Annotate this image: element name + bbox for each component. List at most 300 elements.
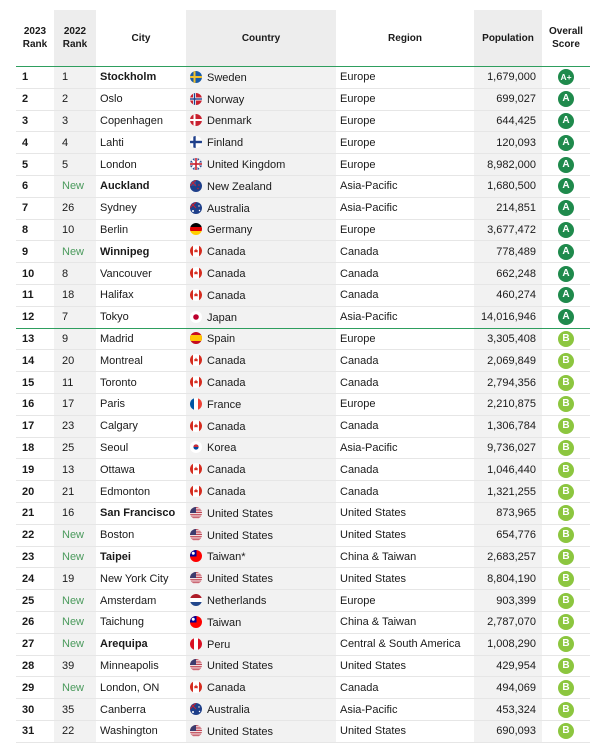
score-cell <box>542 437 590 459</box>
country-label: Taiwan* <box>207 551 246 564</box>
city-cell: Tokyo <box>96 306 186 328</box>
region-cell: Canada <box>336 415 474 437</box>
de-flag-icon <box>190 223 202 235</box>
rank-2022-cell: 39 <box>54 655 96 677</box>
country-label: United States <box>207 507 274 520</box>
score-cell <box>542 350 590 372</box>
country-cell <box>186 568 336 590</box>
rank-2022-cell: 13 <box>54 459 96 481</box>
population-cell: 3,305,408 <box>474 328 542 350</box>
score-badge: B <box>558 462 574 478</box>
header-rank-2022: 2022 Rank <box>54 10 96 67</box>
region-cell: China & Taiwan <box>336 611 474 633</box>
rank-2022-cell: 5 <box>54 154 96 176</box>
nl-flag-icon <box>190 594 202 606</box>
country-label: France <box>207 398 242 411</box>
score-cell <box>542 611 590 633</box>
country-label: Netherlands <box>207 595 267 608</box>
rank-2022-cell: 22 <box>54 720 96 742</box>
country-label: Spain <box>207 333 236 346</box>
country-label: Sweden <box>207 71 247 84</box>
rank-2023-cell: 7 <box>16 197 54 219</box>
score-cell <box>542 328 590 350</box>
region-cell: Asia-Pacific <box>336 306 474 328</box>
se-flag-icon <box>190 71 202 83</box>
country-cell <box>186 154 336 176</box>
city-cell: New York City <box>96 568 186 590</box>
score-badge: B <box>558 658 574 674</box>
population-cell: 1,679,000 <box>474 67 542 89</box>
rank-2023-cell: 4 <box>16 132 54 154</box>
city-cell: London, ON <box>96 677 186 699</box>
us-flag-icon <box>190 529 202 541</box>
population-cell: 2,683,257 <box>474 546 542 568</box>
population-cell: 873,965 <box>474 502 542 524</box>
population-cell: 460,274 <box>474 284 542 306</box>
city-cell: Amsterdam <box>96 590 186 612</box>
country-cell <box>186 502 336 524</box>
score-cell <box>542 132 590 154</box>
score-badge: B <box>558 527 574 543</box>
country-label: Germany <box>207 224 253 237</box>
population-cell: 2,794,356 <box>474 372 542 394</box>
score-cell <box>542 415 590 437</box>
city-cell: Canberra <box>96 699 186 721</box>
country-cell <box>186 284 336 306</box>
ca-flag-icon <box>190 245 202 257</box>
score-badge: B <box>558 549 574 565</box>
rank-2022-cell: 17 <box>54 393 96 415</box>
city-cell: Taipei <box>96 546 186 568</box>
population-cell: 778,489 <box>474 241 542 263</box>
score-cell <box>542 677 590 699</box>
table-row <box>16 67 590 89</box>
country-label: New Zealand <box>207 180 272 193</box>
city-cell: Halifax <box>96 284 186 306</box>
rank-2023-cell: 1 <box>16 67 54 89</box>
score-cell <box>542 502 590 524</box>
rank-2022-cell: 20 <box>54 350 96 372</box>
rank-2022-cell: 18 <box>54 284 96 306</box>
population-cell: 903,399 <box>474 590 542 612</box>
rank-2022-cell: New <box>54 524 96 546</box>
city-cell: Boston <box>96 524 186 546</box>
region-cell: Asia-Pacific <box>336 175 474 197</box>
city-cell: Seoul <box>96 437 186 459</box>
score-cell <box>542 284 590 306</box>
score-cell <box>542 590 590 612</box>
rank-2023-cell: 3 <box>16 110 54 132</box>
score-cell <box>542 88 590 110</box>
header-overall-score: Overall Score <box>549 26 583 50</box>
rank-2023-cell: 11 <box>16 284 54 306</box>
score-cell <box>542 372 590 394</box>
score-badge: B <box>558 418 574 434</box>
table-row <box>16 88 590 110</box>
rank-2023-cell: 15 <box>16 372 54 394</box>
region-cell: Canada <box>336 459 474 481</box>
city-cell: Sydney <box>96 197 186 219</box>
rank-2023-cell: 5 <box>16 154 54 176</box>
city-cell: Washington <box>96 720 186 742</box>
rank-2022-cell: 23 <box>54 415 96 437</box>
region-cell: Canada <box>336 284 474 306</box>
score-cell <box>542 699 590 721</box>
score-cell <box>542 67 590 89</box>
country-label: Canada <box>207 355 246 368</box>
score-badge: A <box>558 135 574 151</box>
score-badge: B <box>558 702 574 718</box>
country-cell <box>186 372 336 394</box>
rank-2022-cell: New <box>54 241 96 263</box>
region-cell: Europe <box>336 393 474 415</box>
score-cell <box>542 263 590 285</box>
rank-2023-cell: 16 <box>16 393 54 415</box>
country-cell <box>186 350 336 372</box>
rank-2023-cell: 22 <box>16 524 54 546</box>
population-cell: 1,321,255 <box>474 481 542 503</box>
city-cell: Calgary <box>96 415 186 437</box>
region-cell: Asia-Pacific <box>336 699 474 721</box>
header-rank-2023: 2023 Rank <box>22 26 48 50</box>
country-cell <box>186 110 336 132</box>
score-badge: B <box>558 440 574 456</box>
country-cell <box>186 611 336 633</box>
population-cell: 654,776 <box>474 524 542 546</box>
region-cell: Canada <box>336 241 474 263</box>
rank-2023-cell: 6 <box>16 175 54 197</box>
ca-flag-icon <box>190 376 202 388</box>
country-label: Peru <box>207 638 231 651</box>
rank-2022-cell: 10 <box>54 219 96 241</box>
population-cell: 214,851 <box>474 197 542 219</box>
score-badge: A <box>558 91 574 107</box>
rank-2022-cell: 26 <box>54 197 96 219</box>
rank-2023-cell: 17 <box>16 415 54 437</box>
table-row <box>16 524 590 546</box>
score-badge: A <box>558 157 574 173</box>
table-row <box>16 633 590 655</box>
score-cell <box>542 110 590 132</box>
population-cell: 494,069 <box>474 677 542 699</box>
table-row <box>16 437 590 459</box>
rank-2022-cell: New <box>54 633 96 655</box>
score-badge: B <box>558 505 574 521</box>
table-row <box>16 219 590 241</box>
ca-flag-icon <box>190 485 202 497</box>
country-cell <box>186 197 336 219</box>
table-row <box>16 263 590 285</box>
city-cell: Taichung <box>96 611 186 633</box>
country-cell <box>186 219 336 241</box>
rank-2023-cell: 21 <box>16 502 54 524</box>
country-cell <box>186 241 336 263</box>
table-row <box>16 350 590 372</box>
score-badge: A <box>558 200 574 216</box>
score-badge: A <box>558 178 574 194</box>
rank-2023-cell: 23 <box>16 546 54 568</box>
score-badge: B <box>558 331 574 347</box>
region-cell: Asia-Pacific <box>336 437 474 459</box>
population-cell: 699,027 <box>474 88 542 110</box>
country-label: Canada <box>207 289 246 302</box>
score-cell <box>542 633 590 655</box>
header-city: City <box>131 32 151 44</box>
score-badge: A <box>558 113 574 129</box>
score-badge: B <box>558 571 574 587</box>
region-cell: United States <box>336 568 474 590</box>
score-badge: B <box>558 680 574 696</box>
city-cell: Montreal <box>96 350 186 372</box>
au-flag-icon <box>190 703 202 715</box>
score-cell <box>542 219 590 241</box>
us-flag-icon <box>190 507 202 519</box>
country-label: Canada <box>207 246 246 259</box>
country-cell <box>186 67 336 89</box>
population-cell: 429,954 <box>474 655 542 677</box>
country-cell <box>186 263 336 285</box>
country-label: Taiwan <box>207 616 242 629</box>
city-cell: Ottawa <box>96 459 186 481</box>
population-cell: 120,093 <box>474 132 542 154</box>
population-cell: 8,982,000 <box>474 154 542 176</box>
country-label: Australia <box>207 704 250 716</box>
rank-2023-cell: 19 <box>16 459 54 481</box>
score-badge: B <box>558 593 574 609</box>
score-badge: B <box>558 636 574 652</box>
city-cell: Toronto <box>96 372 186 394</box>
country-cell <box>186 677 336 699</box>
table-row <box>16 459 590 481</box>
rank-2022-cell: New <box>54 590 96 612</box>
country-label: United States <box>207 725 274 738</box>
city-cell: Copenhagen <box>96 110 186 132</box>
table-row <box>16 110 590 132</box>
table-row <box>16 154 590 176</box>
population-cell: 690,093 <box>474 720 542 742</box>
score-cell <box>542 655 590 677</box>
ca-flag-icon <box>190 289 202 301</box>
table-row <box>16 590 590 612</box>
score-badge: A <box>558 222 574 238</box>
score-badge: B <box>558 614 574 630</box>
region-cell: Canada <box>336 481 474 503</box>
country-label: United States <box>207 573 274 586</box>
country-label: Norway <box>207 93 245 106</box>
rank-2022-cell: 16 <box>54 502 96 524</box>
country-cell <box>186 720 336 742</box>
region-cell: Europe <box>336 88 474 110</box>
country-cell <box>186 415 336 437</box>
ca-flag-icon <box>190 681 202 693</box>
country-cell <box>186 633 336 655</box>
header-population: Population <box>474 10 542 67</box>
country-label: Canada <box>207 268 246 281</box>
city-cell: San Francisco <box>96 502 186 524</box>
rank-2022-cell: 7 <box>54 306 96 328</box>
region-cell: Europe <box>336 110 474 132</box>
table-row <box>16 677 590 699</box>
population-cell: 14,016,946 <box>474 306 542 328</box>
city-cell: London <box>96 154 186 176</box>
country-label: United States <box>207 529 274 542</box>
jp-flag-icon <box>190 311 202 323</box>
country-cell <box>186 328 336 350</box>
country-label: United States <box>207 660 274 673</box>
ca-flag-icon <box>190 354 202 366</box>
us-flag-icon <box>190 725 202 737</box>
city-ranking-table <box>16 10 590 743</box>
table-row <box>16 197 590 219</box>
region-cell: Europe <box>336 67 474 89</box>
country-label: Finland <box>207 137 244 150</box>
rank-2022-cell: New <box>54 677 96 699</box>
score-badge: A <box>558 266 574 282</box>
rank-2023-cell: 8 <box>16 219 54 241</box>
rank-2023-cell: 25 <box>16 590 54 612</box>
table-row <box>16 699 590 721</box>
table-row <box>16 655 590 677</box>
country-cell <box>186 88 336 110</box>
region-cell: Europe <box>336 219 474 241</box>
ca-flag-icon <box>190 420 202 432</box>
score-cell <box>542 459 590 481</box>
rank-2022-cell: 11 <box>54 372 96 394</box>
country-cell <box>186 590 336 612</box>
region-cell: Canada <box>336 350 474 372</box>
country-cell <box>186 481 336 503</box>
score-cell <box>542 241 590 263</box>
table-row <box>16 372 590 394</box>
region-cell: Europe <box>336 154 474 176</box>
region-cell: Europe <box>336 590 474 612</box>
score-cell <box>542 306 590 328</box>
table-row <box>16 393 590 415</box>
rank-2023-cell: 12 <box>16 306 54 328</box>
city-cell: Arequipa <box>96 633 186 655</box>
country-cell <box>186 459 336 481</box>
population-cell: 2,210,875 <box>474 393 542 415</box>
score-cell <box>542 393 590 415</box>
rank-2023-cell: 24 <box>16 568 54 590</box>
header-country: Country <box>186 10 336 67</box>
table-row <box>16 175 590 197</box>
region-cell: Europe <box>336 132 474 154</box>
gb-flag-icon <box>190 158 202 170</box>
city-cell: Auckland <box>96 175 186 197</box>
population-cell: 8,804,190 <box>474 568 542 590</box>
city-cell: Minneapolis <box>96 655 186 677</box>
au-flag-icon <box>190 202 202 214</box>
rank-2022-cell: 25 <box>54 437 96 459</box>
city-cell: Madrid <box>96 328 186 350</box>
score-cell <box>542 481 590 503</box>
no-flag-icon <box>190 93 202 105</box>
score-cell <box>542 197 590 219</box>
table-row <box>16 481 590 503</box>
rank-2022-cell: 21 <box>54 481 96 503</box>
population-cell: 453,324 <box>474 699 542 721</box>
population-cell: 9,736,027 <box>474 437 542 459</box>
dk-flag-icon <box>190 114 202 126</box>
score-cell <box>542 546 590 568</box>
city-cell: Lahti <box>96 132 186 154</box>
score-badge: B <box>558 353 574 369</box>
score-badge: A <box>558 309 574 325</box>
country-cell <box>186 132 336 154</box>
table-row <box>16 241 590 263</box>
country-cell <box>186 655 336 677</box>
us-flag-icon <box>190 572 202 584</box>
header-row <box>16 10 590 67</box>
rank-2022-cell: 19 <box>54 568 96 590</box>
rank-2022-cell: 3 <box>54 110 96 132</box>
region-cell: China & Taiwan <box>336 546 474 568</box>
population-cell: 1,306,784 <box>474 415 542 437</box>
country-label: Canada <box>207 486 246 499</box>
country-label: Australia <box>207 202 250 215</box>
score-badge: A <box>558 287 574 303</box>
rank-2023-cell: 9 <box>16 241 54 263</box>
table-row <box>16 415 590 437</box>
country-cell <box>186 393 336 415</box>
rank-2023-cell: 10 <box>16 263 54 285</box>
country-cell <box>186 437 336 459</box>
rank-2023-cell: 30 <box>16 699 54 721</box>
region-cell: Canada <box>336 677 474 699</box>
country-cell <box>186 306 336 328</box>
kr-flag-icon <box>190 441 202 453</box>
country-cell <box>186 524 336 546</box>
city-cell: Winnipeg <box>96 241 186 263</box>
country-label: Canada <box>207 682 246 695</box>
population-cell: 662,248 <box>474 263 542 285</box>
country-label: United Kingdom <box>207 159 286 172</box>
population-cell: 2,787,070 <box>474 611 542 633</box>
region-cell: United States <box>336 524 474 546</box>
rank-2023-cell: 28 <box>16 655 54 677</box>
tw-flag-icon <box>190 616 202 628</box>
city-cell: Oslo <box>96 88 186 110</box>
population-cell: 3,677,472 <box>474 219 542 241</box>
rank-2023-cell: 2 <box>16 88 54 110</box>
table-row <box>16 568 590 590</box>
score-badge: B <box>558 723 574 739</box>
region-cell: Canada <box>336 263 474 285</box>
rank-2023-cell: 26 <box>16 611 54 633</box>
us-flag-icon <box>190 659 202 671</box>
rank-2022-cell: 1 <box>54 67 96 89</box>
population-cell: 1,046,440 <box>474 459 542 481</box>
score-badge: A <box>558 244 574 260</box>
tw-flag-icon <box>190 550 202 562</box>
ca-flag-icon <box>190 463 202 475</box>
table-row <box>16 546 590 568</box>
nz-flag-icon <box>190 180 202 192</box>
rank-2022-cell: 35 <box>54 699 96 721</box>
country-cell <box>186 699 336 721</box>
country-cell <box>186 175 336 197</box>
country-label: Canada <box>207 464 246 477</box>
country-cell <box>186 546 336 568</box>
region-cell: United States <box>336 502 474 524</box>
rank-2023-cell: 31 <box>16 720 54 742</box>
rank-2023-cell: 27 <box>16 633 54 655</box>
score-badge: B <box>558 396 574 412</box>
country-label: Canada <box>207 377 246 390</box>
score-badge: B <box>558 484 574 500</box>
region-cell: United States <box>336 655 474 677</box>
